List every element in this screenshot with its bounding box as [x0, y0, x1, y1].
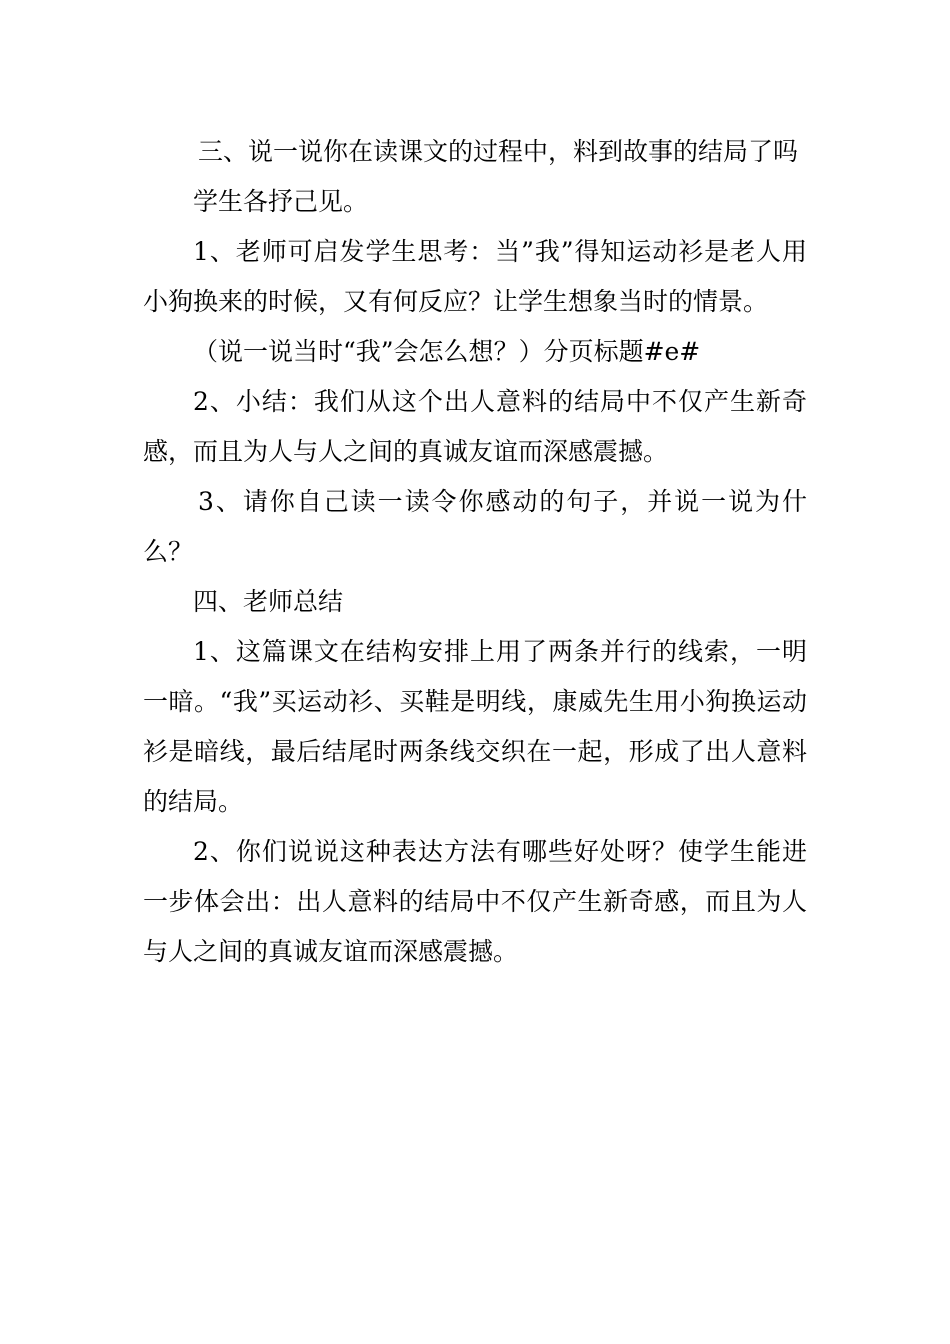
paragraph-students-opinions: 学生各抒己见。: [193, 187, 369, 216]
paragraph-section-three-heading: 三、说一说你在读课文的过程中，料到故事的结局了吗: [198, 137, 799, 166]
paragraph-item-1-structure: 1、这篇课文在结构安排上用了两条并行的线索，一明一暗。“我”买运动衫、买鞋是明线，康威先生用小狗换运动衫是暗线，最后结尾时两条线交织在一起，形成了出人意料的结局。: [143, 637, 807, 816]
paragraph-item-2-summary: 2、小结：我们从这个出人意料的结局中不仅产生新奇感，而且为人与人之间的真诚友谊而深感震撼。: [143, 387, 807, 466]
paragraph-item-2-benefits: 2、你们说说这种表达方法有哪些好处呀？使学生能进一步体会出：出人意料的结局中不仅产生新奇感，而且为人与人之间的真诚友谊而深感震撼。: [143, 837, 807, 966]
paragraph-section-four-heading: 四、老师总结: [193, 587, 344, 616]
paragraph-think-aloud: （说一说当时“我”会怎么想？）分页标题#e#: [193, 337, 701, 366]
paragraph-item-1-teacher-prompt: 1、老师可启发学生思考：当”我”得知运动衫是老人用小狗换来的时候，又有何反应？让学生想象当时的情景。: [143, 237, 807, 316]
document-body: [143, 127, 807, 977]
paragraph-item-3-reading: 3、请你自己读一读令你感动的句子，并说一说为什么？: [143, 487, 807, 566]
